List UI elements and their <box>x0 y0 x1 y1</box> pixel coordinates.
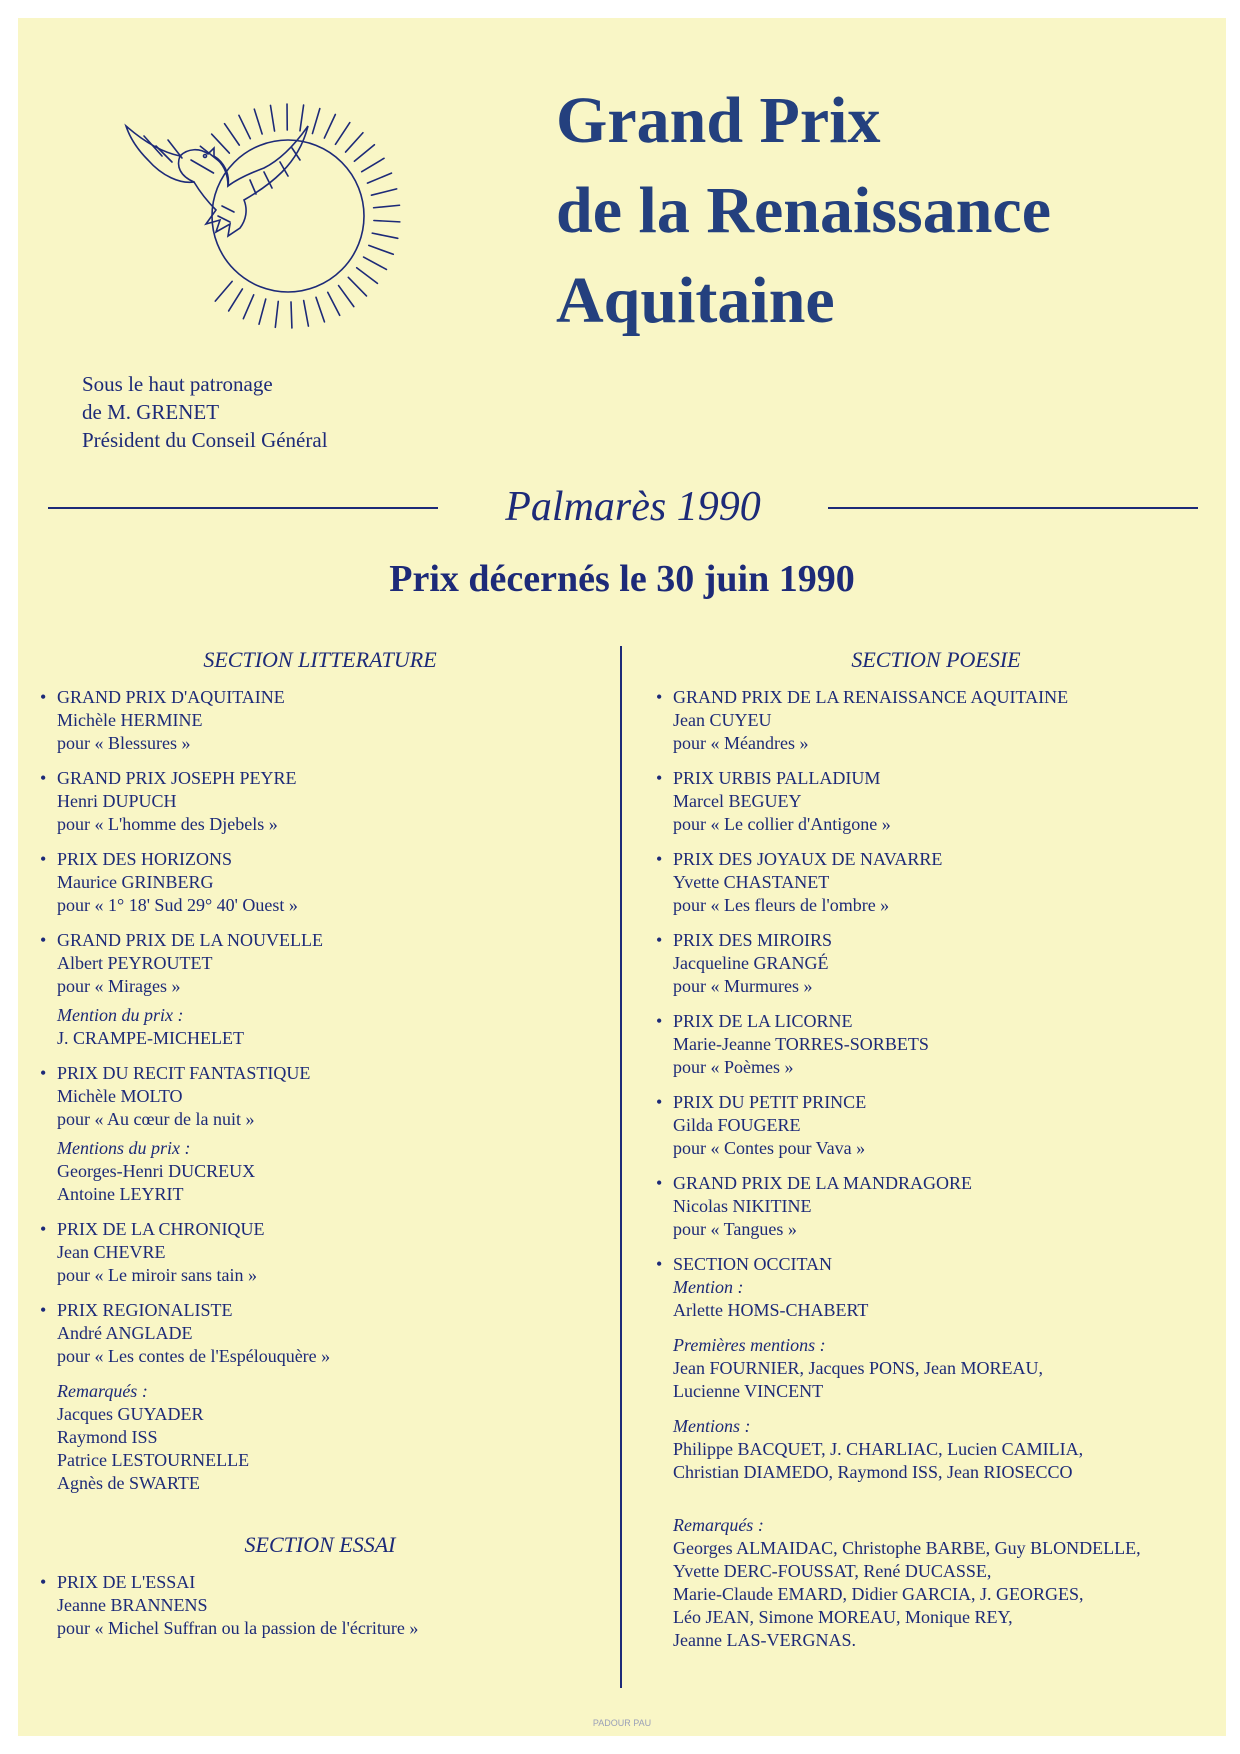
sun-ray <box>229 289 243 311</box>
award-entry <box>656 767 1216 836</box>
title-line-1: Grand Prix <box>556 84 881 157</box>
remarques-label: Remarqués : <box>57 1381 148 1401</box>
printer-imprint: PADOUR PAU <box>592 1718 652 1728</box>
sun-ray <box>225 124 240 145</box>
award-entry <box>40 1299 600 1368</box>
sun-ray <box>374 205 400 207</box>
section-heading-litterature: SECTION LITTERATURE <box>203 647 437 672</box>
sun-ray <box>346 133 363 152</box>
dove-sun-icon <box>68 96 408 336</box>
sun-ray <box>239 115 250 138</box>
occitan-entry <box>656 1253 1216 1322</box>
sun-ray <box>348 277 366 296</box>
work-title: pour « Le collier d'Antigone » <box>673 814 891 834</box>
palmares-title: Palmarès 1990 <box>505 484 761 530</box>
winner-name: Jean CHEVRE <box>57 1242 166 1262</box>
winner-name: Jean CUYEU <box>673 710 772 730</box>
award-entry <box>656 686 1216 755</box>
work-title: pour « L'homme des Djebels » <box>57 814 278 834</box>
award-entry <box>40 767 600 836</box>
prize-name: PRIX DU RECIT FANTASTIQUE <box>57 1063 311 1083</box>
award-entry <box>40 686 600 755</box>
sun-ray <box>316 297 324 322</box>
sun-ray <box>215 281 232 301</box>
sun-ray <box>354 145 374 162</box>
prize-name: GRAND PRIX D'AQUITAINE <box>57 687 285 707</box>
mention-label: Mentions du prix : <box>57 1138 191 1158</box>
winner-name: Albert PEYROUTET <box>57 953 213 973</box>
winner-name: André ANGLADE <box>57 1323 193 1343</box>
mention-label: Mention du prix : <box>57 1005 184 1025</box>
winner-name: Jeanne BRANNENS <box>57 1595 208 1615</box>
prize-name: PRIX DE L'ESSAI <box>57 1572 196 1592</box>
award-entry <box>40 848 600 917</box>
sun-ray <box>312 109 319 134</box>
award-entry <box>656 1172 1216 1241</box>
mention-names: Jean FOURNIER, Jacques PONS, Jean MOREAU, <box>673 1358 1043 1378</box>
winner-name: Henri DUPUCH <box>57 791 177 811</box>
sun-ray <box>339 286 354 307</box>
work-title: pour « 1° 18' Sud 29° 40' Ouest » <box>57 895 298 915</box>
sun-ray <box>369 245 393 254</box>
winner-name: Maurice GRINBERG <box>57 872 214 892</box>
bullet-icon: • <box>40 849 47 869</box>
award-entry <box>656 1091 1216 1160</box>
prize-name: PRIX REGIONALISTE <box>57 1300 233 1320</box>
awarded-date-heading: Prix décernés le 30 juin 1990 <box>389 558 855 600</box>
mention-name: Antoine LEYRIT <box>57 1184 184 1204</box>
mention-names: Philippe BACQUET, J. CHARLIAC, Lucien CAMILIA, <box>673 1439 1084 1459</box>
work-title: pour « Michel Suffran ou la passion de l'écriture » <box>57 1618 419 1638</box>
bullet-icon: • <box>656 930 663 950</box>
divider-left <box>48 507 438 509</box>
sun-ray <box>304 301 309 327</box>
patronage-line: de M. GRENET <box>82 400 220 424</box>
remarque-name: Jacques GUYADER <box>57 1404 204 1424</box>
sun-ray <box>243 295 253 319</box>
work-title: pour « Blessures » <box>57 733 191 753</box>
work-title: pour « Mirages » <box>57 976 181 996</box>
winner-name: Marcel BEGUEY <box>673 791 802 811</box>
sun-ray <box>275 301 278 327</box>
mentions-label: Mentions : <box>673 1416 751 1436</box>
remarques-block <box>40 1380 600 1495</box>
bullet-icon: • <box>40 1219 47 1239</box>
sun-ray <box>191 160 214 173</box>
work-title: pour « Les contes de l'Espélouquère » <box>57 1346 331 1366</box>
work-title: pour « Poèmes » <box>673 1057 794 1077</box>
section-heading-essai: SECTION ESSAI <box>244 1532 396 1557</box>
premieres-mentions-block <box>656 1334 1216 1403</box>
sun-ray <box>372 233 397 238</box>
patronage-line: Président du Conseil Général <box>82 428 328 452</box>
prize-name: GRAND PRIX DE LA MANDRAGORE <box>673 1173 973 1193</box>
bullet-icon: • <box>40 687 47 707</box>
winner-name: Marie-Jeanne TORRES-SORBETS <box>673 1034 929 1054</box>
prize-name: GRAND PRIX DE LA RENAISSANCE AQUITAINE <box>673 687 1069 707</box>
prize-name: PRIX URBIS PALLADIUM <box>673 768 881 788</box>
poster-sheet <box>18 18 1226 1736</box>
sun-ray <box>374 221 400 222</box>
bullet-icon: • <box>656 687 663 707</box>
title-line-2: de la Renaissance <box>556 174 1051 247</box>
prize-name: PRIX DES MIROIRS <box>673 930 833 950</box>
mention-name: J. CRAMPE-MICHELET <box>57 1028 245 1048</box>
bullet-icon: • <box>656 1173 663 1193</box>
winner-name: Gilda FOUGERE <box>673 1115 801 1135</box>
award-entry <box>656 929 1216 998</box>
winner-name: Yvette CHASTANET <box>673 872 830 892</box>
remarque-name: Raymond ISS <box>57 1427 158 1447</box>
winner-name: Jacqueline GRANGÉ <box>673 953 829 973</box>
work-title: pour « Le miroir sans tain » <box>57 1265 257 1285</box>
prize-name: PRIX DU PETIT PRINCE <box>673 1092 867 1112</box>
award-entry <box>40 929 600 1050</box>
work-title: pour « Tangues » <box>673 1219 797 1239</box>
prize-name: GRAND PRIX DE LA NOUVELLE <box>57 930 323 950</box>
remarque-names: Georges ALMAIDAC, Christophe BARBE, Guy BLONDELLE, <box>673 1538 1141 1558</box>
prize-name: GRAND PRIX JOSEPH PEYRE <box>57 768 297 788</box>
sun-ray <box>335 123 349 145</box>
bullet-icon: • <box>656 768 663 788</box>
sun-ray <box>300 105 304 131</box>
bullet-icon: • <box>40 1300 47 1320</box>
bullet-icon: • <box>656 1092 663 1112</box>
mention-name: Arlette HOMS-CHABERT <box>673 1300 869 1320</box>
bullet-icon: • <box>40 930 47 950</box>
sun-ray <box>371 189 396 195</box>
remarque-names: Yvette DERC-FOUSSAT, René DUCASSE, <box>673 1561 992 1581</box>
work-title: pour « Les fleurs de l'ombre » <box>673 895 890 915</box>
bullet-icon: • <box>656 1011 663 1031</box>
mention-names: Lucienne VINCENT <box>673 1381 824 1401</box>
sun-ray <box>328 292 340 315</box>
sun-ray <box>324 114 335 138</box>
right-column <box>656 646 1216 1664</box>
left-column <box>40 646 600 1652</box>
sun-ray <box>362 158 384 171</box>
mention-name: Georges-Henri DUCREUX <box>57 1161 256 1181</box>
award-entry <box>40 1571 600 1640</box>
remarque-name: Agnès de SWARTE <box>57 1473 200 1493</box>
section-heading-poesie: SECTION POESIE <box>851 647 1021 672</box>
work-title: pour « Murmures » <box>673 976 813 996</box>
bullet-icon: • <box>40 1063 47 1083</box>
sun-ray <box>367 173 391 183</box>
winner-name: Michèle MOLTO <box>57 1086 183 1106</box>
column-divider <box>620 646 622 1688</box>
sun-ray <box>254 109 262 134</box>
sun-ray <box>364 257 387 269</box>
bullet-icon: • <box>40 1572 47 1592</box>
remarque-names: Marie-Claude EMARD, Didier GARCIA, J. GEORGES, <box>673 1584 1084 1604</box>
remarques-block <box>656 1514 1216 1652</box>
remarques-label: Remarqués : <box>673 1515 764 1535</box>
award-entry <box>40 1062 600 1206</box>
mentions-block <box>656 1415 1216 1484</box>
bullet-icon: • <box>656 849 663 869</box>
work-title: pour « Contes pour Vava » <box>673 1138 866 1158</box>
work-title: pour « Méandres » <box>673 733 809 753</box>
award-entry <box>656 848 1216 917</box>
bullet-icon: • <box>656 1254 663 1274</box>
award-entry <box>656 1010 1216 1079</box>
work-title: pour « Au cœur de la nuit » <box>57 1109 255 1129</box>
prize-name: PRIX DES HORIZONS <box>57 849 233 869</box>
patronage-line: Sous le haut patronage <box>82 372 273 396</box>
remarque-names: Léo JEAN, Simone MOREAU, Monique REY, <box>673 1607 1013 1627</box>
winner-name: Nicolas NIKITINE <box>673 1196 812 1216</box>
award-entry <box>40 1218 600 1287</box>
prize-name: PRIX DE LA LICORNE <box>673 1011 853 1031</box>
sun-ray <box>270 105 274 131</box>
patronage-block <box>82 370 328 454</box>
prize-name: PRIX DES JOYAUX DE NAVARRE <box>673 849 943 869</box>
remarque-name: Patrice LESTOURNELLE <box>57 1450 250 1470</box>
premieres-label: Premières mentions : <box>673 1335 826 1355</box>
title-line-3: Aquitaine <box>556 264 835 337</box>
mention-names: Christian DIAMEDO, Raymond ISS, Jean RIOSECCO <box>673 1462 1073 1482</box>
sun-ray <box>291 302 292 328</box>
prize-name: SECTION OCCITAN <box>673 1254 833 1274</box>
remarque-names: Jeanne LAS-VERGNAS. <box>673 1630 856 1650</box>
winner-name: Michèle HERMINE <box>57 710 203 730</box>
prize-name: PRIX DE LA CHRONIQUE <box>57 1219 265 1239</box>
main-title <box>556 76 1196 346</box>
divider-right <box>828 507 1198 509</box>
mention-label: Mention : <box>673 1277 744 1297</box>
sun-ray <box>357 268 378 284</box>
sun-ray <box>259 299 266 324</box>
bullet-icon: • <box>40 768 47 788</box>
